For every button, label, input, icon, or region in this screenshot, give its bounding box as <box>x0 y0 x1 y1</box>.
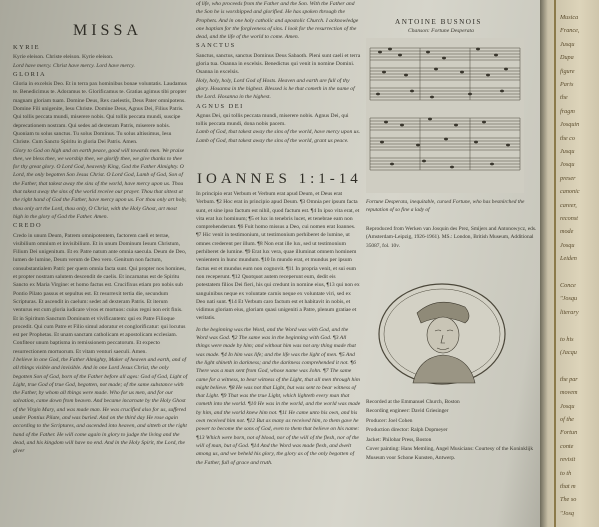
strip-line: that m <box>560 483 576 490</box>
credo-heading: CREDO <box>13 222 43 230</box>
agnus-latin: Agnus Dei, qui tollis peccata mundi, miserere nobis. Agnus Dei, qui tollis peccata mundi, dona nobis pacem. <box>196 112 349 128</box>
strip-line: (Jacqu <box>560 349 577 356</box>
ioannes-latin: In principio erat Verbum et Verbum erat apud Deum, et Deus erat Verbum. ¶2 Hoc erat in principio apud Deum. ¶3 Omnia per ipsum facta sunt, et sine ipso factum est nihil, quod factum est. ¶4 In ipso vita erat, et vita erat lux hominum; ¶5 et lux in tenebris lucet, et tenebrae eam non comprehenderunt. ¶6 Fuit homo missus a Deo, cui nomen erat Ioannes. ¶7 Hic venit in testimonium, ut testimonium perhiberet de lumine, ut omnes crederent per illum. ¶8 Non erat ille lux, sed ut testimonium perhiberet de lumine. ¶9 Erat lux vera, quae illuminat omnem hominem venientem in hunc mundum. ¶10 In mundo erat, et mundus per ipsum factus est et mundus eum non cognovit. ¶11 In propria venit, et sui eum non receperunt. ¶12 Quotquot autem receperunt eum, dedit eis potestatem filios Dei fieri, his qui credunt in nomine eius, ¶13 qui non ex sanguinibus neque ex voluntate carnis neque ex voluntate viri, sed ex Deo nati sunt. ¶14 Et Verbum caro factum est et habitavit in nobis, et vidimus gloriam eius, gloriam quasi unigeniti a Patre, plenum gratiae et veritatis. <box>196 191 360 322</box>
credit-line: Recording engineer: David Griesinger <box>366 408 449 415</box>
strip-line: to his <box>560 335 574 343</box>
strip-line: mode <box>560 228 574 236</box>
music-score-image <box>366 38 524 193</box>
strip-line: Musica <box>560 14 579 21</box>
strip-line: "Josqu <box>560 295 578 303</box>
credo-latin: Credo in unum Deum, Patrem omnipotentem, factorem caeli et terrae, visibilium omnium et invisibilium. Et in unum Dominum Iesum Christum, Filium Dei unigenitum. Et ex Patre natum ante omnia saecula. Deum de Deo, lumen de lumine, Deum verum de Deo vero. Genitum non factum, consubstantialem Patri: per quem omnia facta sunt. Qui propter nos homines, et propter nostram salutem descendit de caelis. Et incarnatus est de Spiritu Sancto ex Maria Virgine: et homo factus est. Crucifixus etiam pro nobis sub Pontio Pilato passus et sepultus est. Et resurrexit tertia die, secundum Scripturas. Et ascendit in caelum: sedet ad dexteram Patris. Et iterum venturus est cum gloria iudicare vivos et mortuos: cuius regni non erit finis. Et in Spiritum Sanctum Dominum et vivificantem: qui ex Patre Filioque procedit. Qui cum Patre et Filio simul adoratur et conglorificatur: qui locutus est per Prophetas. Et unam sanctam catholicam et apostolicam ecclesiam. Confiteor unum baptisma in remissionem peccatorum. Et expecto resurrectionem mortuorum. Et vitam venturi saeculi. Amen. <box>13 232 187 355</box>
music-subtitle: Chanson: Fortune Desperata <box>408 28 474 34</box>
strip-line: of the <box>560 416 574 423</box>
strip-line: Paris <box>560 81 574 88</box>
strip-line: Fortun <box>560 429 578 437</box>
strip-line: the par <box>560 375 578 383</box>
missa-title: MISSA <box>73 22 142 39</box>
strip-line: the co <box>560 134 575 142</box>
middle-column-bottom <box>196 190 361 527</box>
music-caption: Fortune Desperata, inequitable, cursed Fortune, who has besmirched the reputation of so fine a lady of <box>366 199 525 214</box>
strip-line: Conce <box>560 282 576 289</box>
gloria-latin: Gloria in excelsis Deo. Et in terra pax hominibus bonae voluntatis. Laudamus te. Benedicimus te. Adoramus te. Glorificamus te. Gratias agimus tibi propter magnam gloriam tuam. Domine Deus, Rex caelestis, Deus Pater omnipotens. Domine Fili unigenite, Iesu Christe. Domine Deus, Agnus Dei, Filius Patris. Qui tollis peccata mundi, miserere nobis. Qui tollis peccata mundi, suscipe deprecationem nostram. Qui sedes ad dexteram Patris, miserere nobis. Quoniam tu solus sanctus. Tu solus Dominus. Tu solus altissimus, Iesu Christe. Cum Sancto Spiritu in gloria Dei Patris. Amen. <box>13 81 187 146</box>
middle-column-top <box>196 0 361 170</box>
credit-line: Cover painting: Hans Memling, Angel Musicians: Courtesy of the Koninklijk Museum voor Schone Kunsten, Antwerp. <box>366 446 534 462</box>
kyrie-english: Lord have mercy. Christ have mercy. Lord have mercy. <box>13 62 135 69</box>
credo-english-continued: of life, who proceeds from the Father and the Son. With the Father and the Son he is worshipped and glorified. He has spoken through the Prophets. And in one holy catholic and apostolic Church. I acknowledge one baptism for the forgiveness of sins. I look for the resurrection of the dead, and the life of the world to come. Amen. <box>196 1 359 41</box>
credit-line: Recorded at the Emmanuel Church, Boston <box>366 399 460 405</box>
adjacent-page-strip <box>540 0 599 527</box>
strip-line: reconst <box>560 215 578 222</box>
strip-line: France, <box>560 27 580 35</box>
sanctus-latin: Sanctus, sanctus, sanctus Dominus Deus Sabaoth. Pleni sunt caeli et terra gloria tua. Osanna in excelsis. Benedictus qui venit in nomine Domini. Osanna in excelsis. <box>196 52 361 76</box>
strip-line: Josqu <box>560 161 575 169</box>
strip-line: canonic <box>560 188 580 196</box>
ioannes-title: IOANNES 1:1-14 <box>197 171 362 187</box>
gloria-english: Glory to God on high and on earth peace, good will towards men. We praise thee, we bless thee, we worship thee, we glorify thee, we give thanks to thee for thy great glory. O Lord God, heavenly King, God the Father Almighty. O Lord, the only begotten Son Jesus Christ. O Lord God, Lamb of God, Son of the Father, that takest away the sins of the world, have mercy upon us. Thou that takest away the sins of the world receive our prayer. Thou that sittest at the right hand of God the Father, have mercy upon us. For thou only art holy, thou only art the Lord, thou only, O Christ, with the Holy Ghost, art most high in the glory of God the Father. Amen. <box>13 147 187 220</box>
credo-english: I believe in one God, the Father Almighty, Maker of heaven and earth, and of all things visible and invisible. And in one Lord Jesus Christ, the only begotten Son of God, born of the Father before all ages: God of God, Light of Light, true God of true God, begotten, not made; of the same substance with the Father, by whom all things were made. Who for us men, and for our salvation, came down from heaven. And became incarnate by the Holy Ghost of the Virgin Mary, and was made man. He was crucified also for us, suffered under Pontius Pilate, and was buried. And on the third day He rose again according to the Scriptures, and ascended into heaven, and sitteth at the right hand of the Father. He will come again in glory to judge the living and the dead, and his kingdom will have no end. And in the Holy Spirit, the Lord, the giver <box>13 356 188 455</box>
kyrie-heading: KYRIE <box>13 44 41 51</box>
missa-column <box>13 22 188 527</box>
strip-line: Josqu <box>560 241 575 249</box>
agnus-heading: AGNUS DEI <box>196 102 244 110</box>
strip-line: movem <box>560 389 578 397</box>
strip-line: conte <box>560 442 574 450</box>
music-source: Reproduced from Werken van Josquin des Prez, Smijers and Antonowycz, eds. (Amsterdam-Leipzig, 1926-1961). MS.: London, British Museum, Additional 35087, fol. 10v. <box>366 226 537 249</box>
strip-line: career, <box>560 201 577 209</box>
strip-line: the <box>560 94 568 102</box>
sanctus-english: Holy, holy, holy, Lord God of Hosts. Heaven and earth are full of thy glory. Hosanna in the highest. Blessed is he that cometh in the name of the Lord. Hosanna in the highest. <box>196 77 355 101</box>
credit-line: Production director: Ralph Dopmeyer <box>366 427 448 434</box>
strip-line: fragm <box>560 107 575 115</box>
strip-line: Leiden <box>560 255 577 263</box>
strip-line: literary <box>560 308 579 316</box>
sanctus-heading: SANCTUS <box>196 42 236 50</box>
strip-line: Dupa <box>560 54 574 62</box>
credits-block <box>366 398 538 464</box>
strip-line: figure <box>560 67 575 75</box>
strip-line: Jusqu <box>560 40 575 48</box>
strip-line: Jusqu <box>560 148 575 155</box>
gloria-heading: GLORIA <box>13 70 47 78</box>
portrait-engraving <box>377 283 508 386</box>
credit-line: Producer: Joel Cohen <box>366 417 413 424</box>
strip-line: revisit <box>560 456 576 464</box>
ioannes-english: In the beginning was the Word, and the Word was with God, and the Word was God. ¶2 The same was in the beginning with God. ¶3 All things were made by him; and without him was not any thing made that was made. ¶4 In him was life; and the life was the light of men. ¶5 And the light shineth in darkness; and the darkness comprehended it not. ¶6 There was a man sent from God, whose name was John. ¶7 The same came for a witness, to bear witness of the Light, that all men through him might believe. ¶8 He was not that Light, but was sent to bear witness of that Light. ¶9 That was the true Light, which lighteth every man that cometh into the world. ¶10 He was in the world, and the world was made by him, and the world knew him not. ¶11 He came unto his own, and his own received him not. ¶12 But as many as received him, to them gave he power to become the sons of God, even to them that believe on his name: ¶13 Which were born, not of blood, nor of the will of the flesh, nor of the will of man, but of God. ¶14 And the Word was made flesh, and dwelt among us, and we beheld his glory, the glory as of the only begotten of the Father, full of grace and truth. <box>196 326 361 466</box>
strip-line: "Josq <box>560 509 574 517</box>
agnus-english: Lamb of God, that takest away the sins of the world, have mercy upon us. Lamb of God, that takest away the sins of the world, grant us peace. <box>196 129 361 144</box>
kyrie-latin: Kyrie eleison. Christe eleison. Kyrie eleison. <box>13 54 114 61</box>
strip-line: preser <box>560 174 576 182</box>
strip-line: Josquin <box>560 121 580 129</box>
music-title: ANTOINE BUSNOIS <box>395 18 482 26</box>
strip-line: The so <box>560 496 577 504</box>
strip-line: to th <box>560 469 572 477</box>
strip-line: Josqu <box>560 402 575 410</box>
credit-line: Jacket: Philobar Press, Boston <box>366 436 432 443</box>
